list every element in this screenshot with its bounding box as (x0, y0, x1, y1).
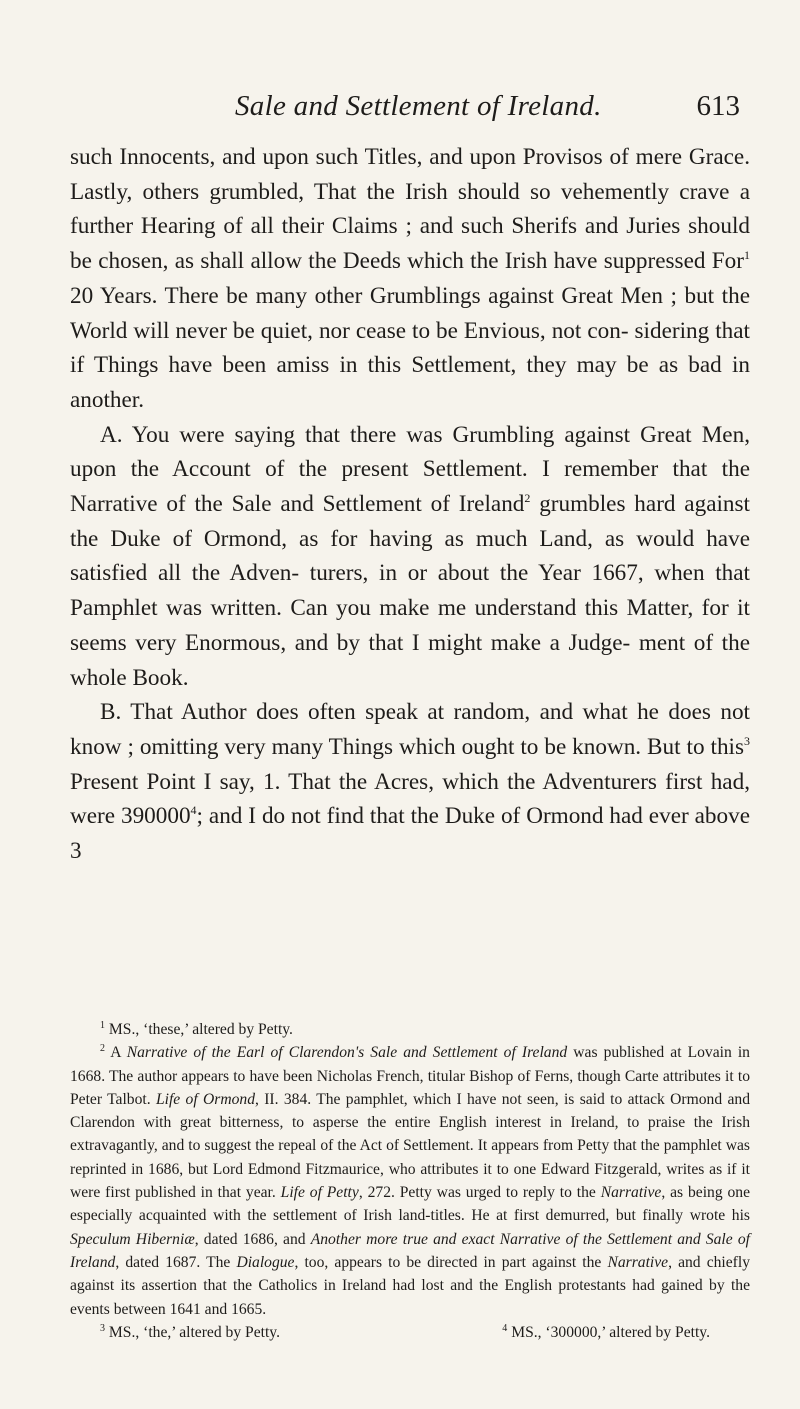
footnote-1: $^1$ MS., ‘these,’ altered by Petty. (100, 1020, 293, 1038)
paragraph-3: B. That Author does often speak at random, and what he does not know ; omitting very many Things which ought to be known. But to this$^3$ Present Point I say, 1. That the Acres, which the Adventurers first had, were 390000$^4$; and I do not find that the Duke of Ormond had ever above 3 (70, 699, 750, 865)
footnote-ref-4: 4 (190, 803, 197, 818)
page-header (70, 90, 740, 130)
body-text (70, 140, 750, 869)
paragraph-2: A. You were saying that there was Grumbling against Great Men, upon the Account of the present Settlement. I remember that the Narrative of the Sale and Settlement of Ireland$^2$ grumbles hard against the Duke of Ormond, as for having as much Land, as would have satisfied all the Adven- turers, in or about the Year 1667, when that Pamphlet was written. Can you make me understand this Matter, for it seems very Enormous, and by that I might make a Judge- ment of the whole Book. (70, 421, 750, 691)
running-title: Sale and Settlement of Ireland. (235, 90, 602, 122)
footnote-ref-1: 1 (744, 248, 750, 263)
footnote-4: $^4$ MS., ‘300000,’ altered by Petty. (502, 1322, 710, 1341)
footnote-2: $^2$ A Narrative of the Earl of Clarendon's Sale and Settlement of Ireland was published at Lovain in 1668. The author appears to have been Nicholas French, titular Bishop of Ferns, though Carte attributes it to Peter Talbot. Life of Ormond, II. 384. The pamphlet, which I have not seen, is said to attack Ormond and Clarendon with great bitterness, to asperse the entire English interest in Ireland, to praise the Irish extravagantly, and to suggest the repeal of the Act of Settlement. It appears from Petty that the pamphlet was reprinted in 1686, but Lord Edmond Fitzmaurice, who attributes it to one Edward Fitzgerald, writes as if it were first published in that year. Life of Petty, 272. Petty was urged to reply to the Narrative, as being one especially acquainted with the settlement of Irish land-titles. He at first demurred, but finally wrote his Speculum Hiberniæ, dated 1686, and Another more true and exact Narrative of the Settlement and Sale of Ireland, dated 1687. The Dialogue, too, appears to be directed in part against the Narrative, and chiefly against its assertion that the Catholics in Ireland had lost and the English protestants had gained by the events between 1641 and 1665. (70, 1043, 751, 1318)
footnotes-3-4 (70, 1321, 750, 1344)
footnote-3: $^3$ MS., ‘the,’ altered by Petty. (100, 1322, 280, 1341)
page-number: 613 (696, 90, 740, 122)
footnote-ref-2: 2 (524, 491, 531, 506)
footnotes (70, 1018, 750, 1344)
footnote-ref-3: 3 (744, 733, 750, 748)
paragraph-1: such Innocents, and upon such Titles, and upon Provisos of mere Grace. Lastly, others grumbled, That the Irish should so vehemently crave a further Hearing of all their Claims ; and such Sherifs and Juries should be chosen, as shall allow the Deeds which the Irish have suppressed For$^1$ 20 Years. There be many other Grumblings against Great Men ; but the World will never be quiet, nor cease to be Envious, not con- sidering that if Things have been amiss in this Settlement, they may be as bad in another. (70, 144, 750, 413)
